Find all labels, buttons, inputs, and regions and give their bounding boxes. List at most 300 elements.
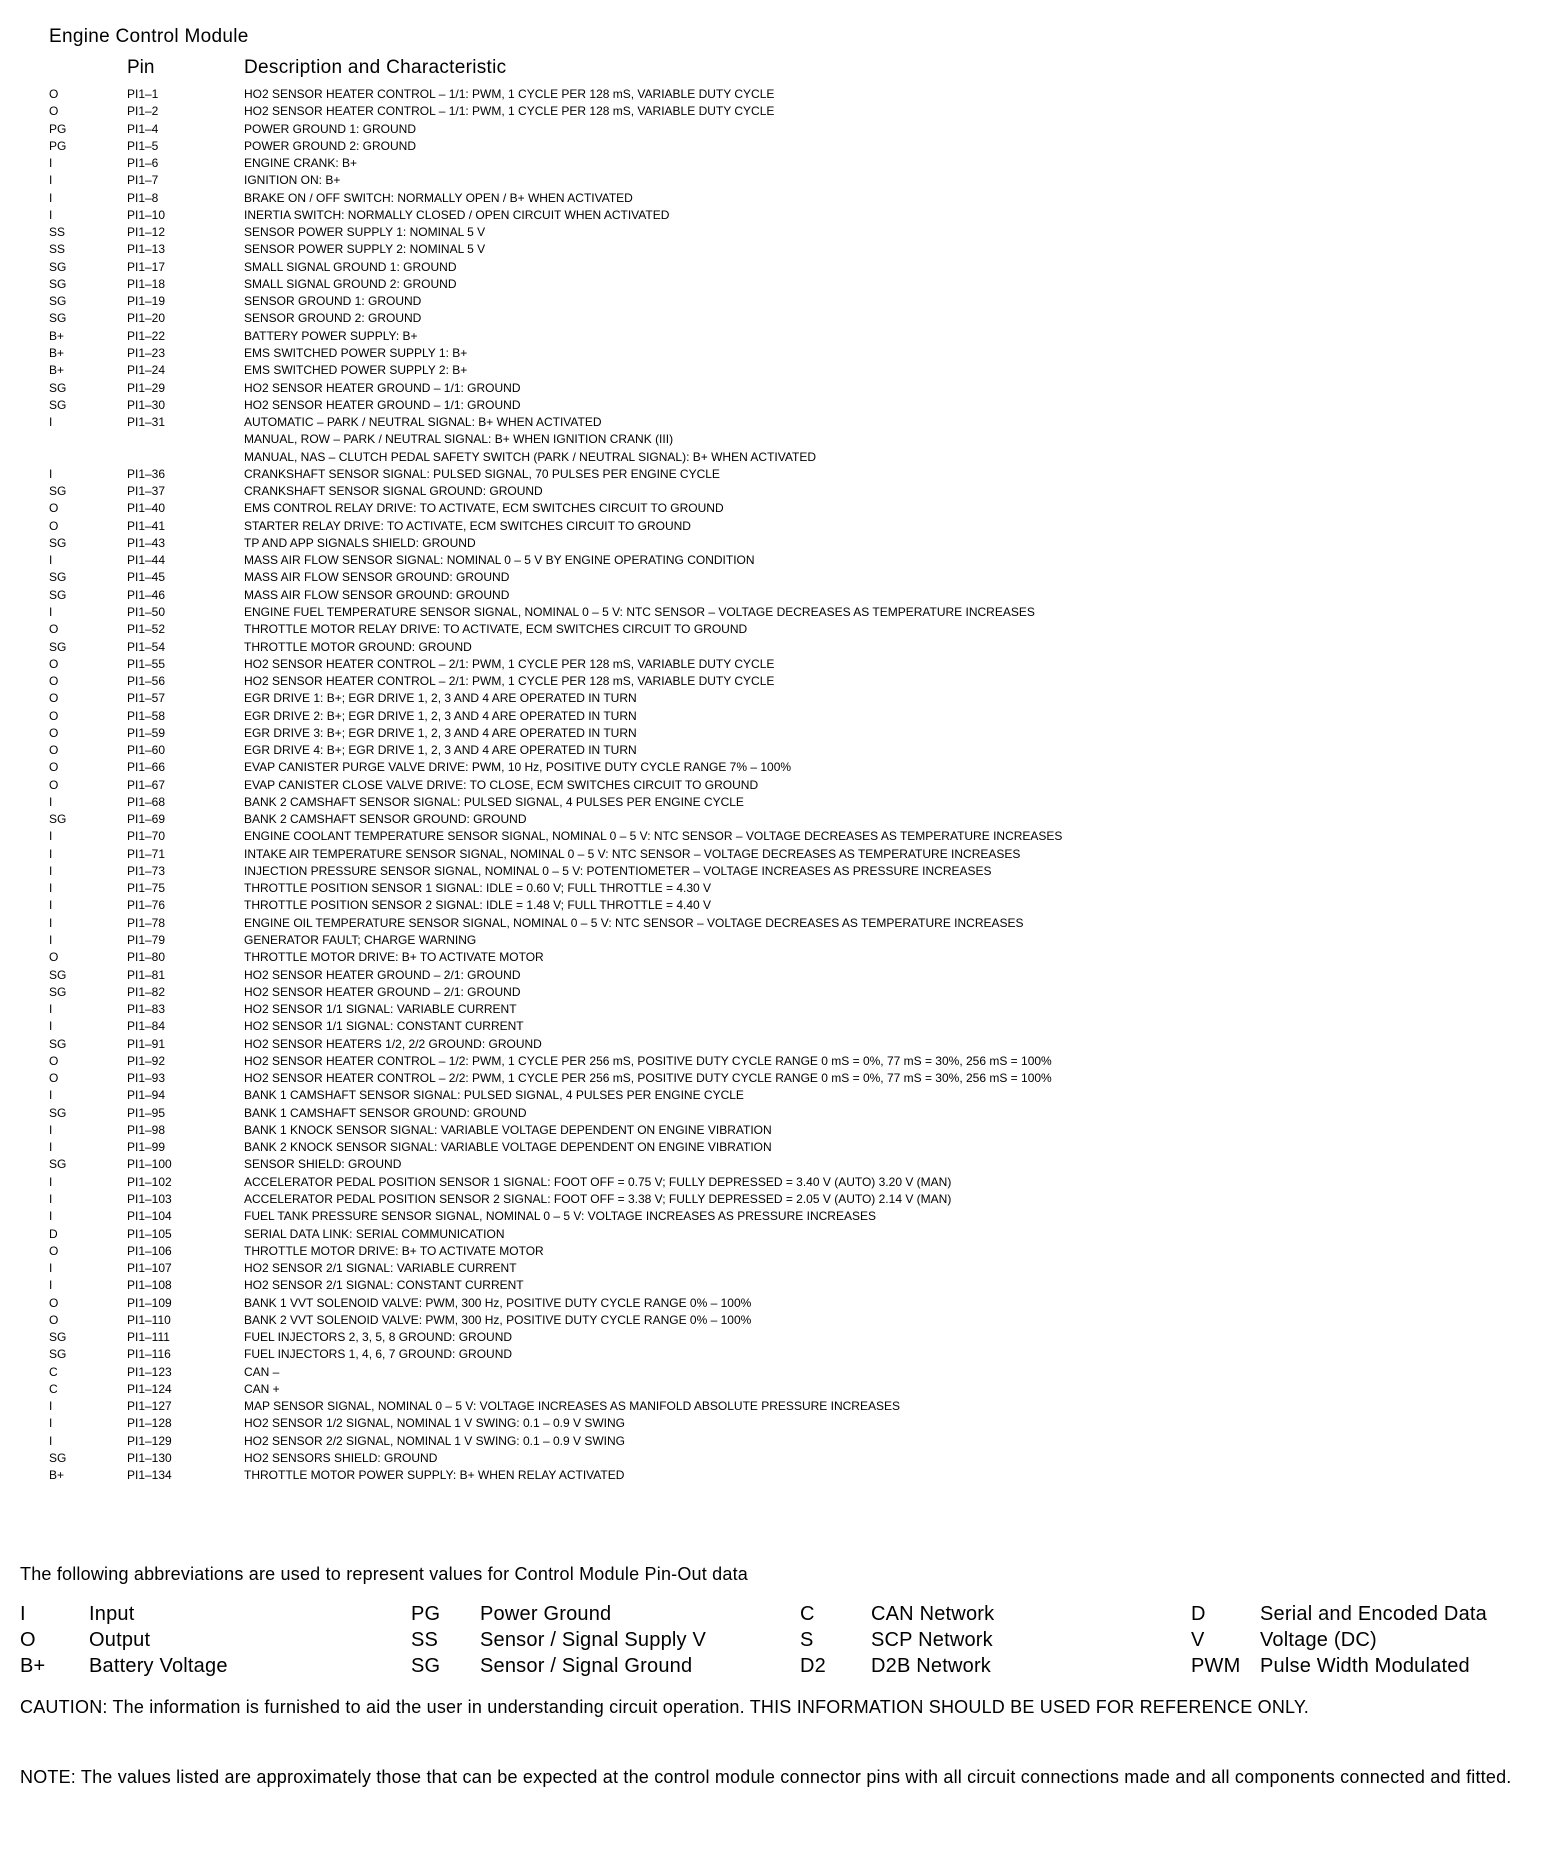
pin-type-cell: SG (49, 380, 67, 395)
pin-type-cell: O (49, 708, 59, 723)
pin-type-cell: O (49, 760, 59, 775)
abbreviation-row (0, 1655, 1568, 1681)
pin-number-cell: PI1–73 (127, 863, 166, 878)
pin-description-cell: HO2 SENSOR HEATER GROUND – 1/1: GROUND (244, 380, 521, 395)
pin-number-cell: PI1–23 (127, 345, 166, 360)
pin-type-cell: SS (49, 225, 66, 240)
abbr-code: D (1191, 1603, 1206, 1625)
pin-type-cell: I (49, 1122, 53, 1137)
abbr-meaning: Battery Voltage (89, 1655, 228, 1677)
pin-number-cell: PI1–12 (127, 225, 166, 240)
pin-type-cell: O (49, 674, 59, 689)
pin-description-cell: HO2 SENSOR HEATER CONTROL – 2/1: PWM, 1 CYCLE PER 128 mS, VARIABLE DUTY CYCLE (244, 656, 775, 671)
pin-type-cell: B+ (49, 1468, 65, 1483)
abbr-code: I (20, 1603, 26, 1625)
pin-description-cell: ACCELERATOR PEDAL POSITION SENSOR 2 SIGNAL: FOOT OFF = 3.38 V; FULLY DEPRESSED = 2.05 V (AUTO) 2.14 V (MAN) (244, 1192, 952, 1206)
table-row (0, 777, 1568, 794)
table-row (0, 828, 1568, 845)
pin-number-cell: PI1–103 (127, 1192, 172, 1206)
pin-number-cell: PI1–128 (127, 1416, 172, 1431)
pin-type-cell: I (49, 553, 53, 568)
pin-number-cell: PI1–99 (127, 1140, 166, 1155)
table-row (0, 276, 1568, 293)
pin-number-cell: PI1–24 (127, 363, 166, 378)
pin-type-cell: O (49, 518, 59, 533)
table-row (0, 949, 1568, 966)
table-row (0, 569, 1568, 586)
abbr-code: PWM (1191, 1655, 1241, 1677)
pin-type-cell: SG (49, 311, 67, 326)
table-row (0, 915, 1568, 932)
pin-number-cell: PI1–110 (127, 1312, 171, 1327)
table-row (0, 1295, 1568, 1312)
pin-type-cell: I (49, 1002, 53, 1017)
table-row (0, 552, 1568, 569)
pin-type-cell: I (49, 898, 53, 913)
pin-type-cell: B+ (49, 345, 65, 360)
pin-number-cell: PI1–6 (127, 156, 159, 171)
pin-type-cell: O (49, 1243, 59, 1258)
table-row (0, 1087, 1568, 1104)
table-row (0, 1277, 1568, 1294)
pin-type-cell: I (49, 156, 53, 171)
table-row (0, 639, 1568, 656)
abbr-meaning: D2B Network (871, 1655, 992, 1677)
table-row (0, 984, 1568, 1001)
pin-description-cell: BRAKE ON / OFF SWITCH: NORMALLY OPEN / B+ WHEN ACTIVATED (244, 190, 633, 205)
pin-number-cell: PI1–7 (127, 173, 159, 188)
table-row (0, 1364, 1568, 1381)
pin-number-cell: PI1–100 (127, 1157, 172, 1172)
table-row (0, 1433, 1568, 1450)
pin-description-cell: THROTTLE MOTOR DRIVE: B+ TO ACTIVATE MOTOR (244, 1243, 544, 1258)
table-row (0, 1105, 1568, 1122)
table-row (0, 172, 1568, 189)
table-row (0, 811, 1568, 828)
pin-number-cell: PI1–60 (127, 743, 166, 758)
pin-description-cell: THROTTLE MOTOR GROUND: GROUND (244, 639, 472, 654)
pin-description-cell: FUEL INJECTORS 1, 4, 6, 7 GROUND: GROUND (244, 1347, 513, 1362)
pin-type-cell: I (49, 1019, 53, 1034)
abbr-meaning: Serial and Encoded Data (1260, 1603, 1487, 1625)
pin-description-cell: SENSOR SHIELD: GROUND (244, 1157, 402, 1172)
pin-description-cell: HO2 SENSORS SHIELD: GROUND (244, 1450, 438, 1465)
pin-description-cell: MASS AIR FLOW SENSOR SIGNAL: NOMINAL 0 – 5 V BY ENGINE OPERATING CONDITION (244, 553, 755, 568)
pin-description-cell: HO2 SENSOR HEATERS 1/2, 2/2 GROUND: GROUND (244, 1036, 542, 1051)
pin-type-cell: I (49, 1399, 53, 1414)
table-row (0, 604, 1568, 621)
pin-number-cell: PI1–43 (127, 535, 166, 550)
table-row (0, 1156, 1568, 1173)
pin-number-cell: PI1–105 (127, 1226, 172, 1241)
pin-type-cell: I (49, 863, 53, 878)
table-row (0, 846, 1568, 863)
table-row (0, 500, 1568, 517)
pin-type-cell: O (49, 1295, 59, 1310)
pin-number-cell: PI1–31 (127, 415, 166, 430)
pin-type-cell: I (49, 881, 53, 896)
pin-description-cell: EMS CONTROL RELAY DRIVE: TO ACTIVATE, ECM SWITCHES CIRCUIT TO GROUND (244, 501, 724, 516)
table-row (0, 1226, 1568, 1243)
pin-description-cell: STARTER RELAY DRIVE: TO ACTIVATE, ECM SWITCHES CIRCUIT TO GROUND (244, 518, 691, 533)
pin-number-cell: PI1–82 (127, 984, 166, 999)
pin-description-cell: CAN + (244, 1381, 280, 1396)
table-row (0, 1208, 1568, 1225)
pin-description-cell: MAP SENSOR SIGNAL, NOMINAL 0 – 5 V: VOLTAGE INCREASES AS MANIFOLD ABSOLUTE PRESSURE INCREASES (244, 1399, 900, 1414)
pin-number-cell: PI1–130 (127, 1450, 172, 1465)
pin-type-cell: I (49, 1174, 53, 1189)
pin-description-cell: THROTTLE MOTOR DRIVE: B+ TO ACTIVATE MOTOR (244, 950, 544, 965)
pin-number-cell: PI1–57 (127, 691, 166, 706)
pin-description-cell: HO2 SENSOR 1/1 SIGNAL: CONSTANT CURRENT (244, 1019, 524, 1034)
pin-type-cell: O (49, 622, 59, 637)
pin-number-cell: PI1–40 (127, 501, 166, 516)
pin-number-cell: PI1–84 (127, 1019, 166, 1034)
pin-number-cell: PI1–20 (127, 311, 166, 326)
pin-description-cell: HO2 SENSOR 2/1 SIGNAL: CONSTANT CURRENT (244, 1278, 524, 1293)
pin-description-cell: ENGINE OIL TEMPERATURE SENSOR SIGNAL, NOMINAL 0 – 5 V: NTC SENSOR – VOLTAGE DECREASES AS TEMPERATURE INCREASES (244, 915, 1024, 930)
pin-description-cell: BANK 2 VVT SOLENOID VALVE: PWM, 300 Hz, POSITIVE DUTY CYCLE RANGE 0% – 100% (244, 1312, 752, 1327)
pin-number-cell: PI1–123 (127, 1364, 172, 1379)
table-row (0, 1036, 1568, 1053)
pin-type-cell: SG (49, 639, 67, 654)
pin-description-cell: MASS AIR FLOW SENSOR GROUND: GROUND (244, 587, 510, 602)
abbr-meaning: Sensor / Signal Supply V (480, 1629, 707, 1651)
abbr-meaning: Input (89, 1603, 135, 1625)
pin-description-cell: HO2 SENSOR HEATER GROUND – 2/1: GROUND (244, 984, 521, 999)
pin-type-cell: O (49, 656, 59, 671)
pin-type-cell: I (49, 1088, 53, 1103)
pin-number-cell: PI1–19 (127, 294, 166, 309)
table-row (0, 121, 1568, 138)
table-row (0, 103, 1568, 120)
table-row (0, 1139, 1568, 1156)
pin-description-cell: FUEL INJECTORS 2, 3, 5, 8 GROUND: GROUND (244, 1330, 513, 1345)
module-title: Engine Control Module (49, 26, 249, 47)
table-row (0, 863, 1568, 880)
pin-description-cell: EMS SWITCHED POWER SUPPLY 2: B+ (244, 363, 468, 378)
pin-description-cell: BANK 2 KNOCK SENSOR SIGNAL: VARIABLE VOLTAGE DEPENDENT ON ENGINE VIBRATION (244, 1140, 772, 1155)
pin-description-cell: HO2 SENSOR HEATER CONTROL – 1/2: PWM, 1 CYCLE PER 256 mS, POSITIVE DUTY CYCLE RANGE 0 mS = 0%, 77 mS = 30%, 256 mS = 100% (244, 1053, 1052, 1068)
pin-type-cell: I (49, 415, 53, 430)
pin-type-cell: SG (49, 535, 67, 550)
pin-description-cell: INTAKE AIR TEMPERATURE SENSOR SIGNAL, NOMINAL 0 – 5 V: NTC SENSOR – VOLTAGE DECREASES AS TEMPERATURE INCREASES (244, 846, 1021, 861)
pin-number-cell: PI1–5 (127, 138, 159, 153)
pin-number-cell: PI1–45 (127, 570, 166, 585)
pin-number-cell: PI1–78 (127, 915, 166, 930)
pin-type-cell: I (49, 1278, 53, 1293)
table-row (0, 1312, 1568, 1329)
pin-type-cell: B+ (49, 363, 65, 378)
pin-number-cell: PI1–134 (127, 1468, 172, 1483)
pin-number-cell: PI1–107 (127, 1261, 172, 1276)
pin-description-cell: BANK 1 KNOCK SENSOR SIGNAL: VARIABLE VOLTAGE DEPENDENT ON ENGINE VIBRATION (244, 1122, 772, 1137)
pin-number-cell: PI1–92 (127, 1053, 166, 1068)
table-row (0, 397, 1568, 414)
pin-description-cell: ENGINE FUEL TEMPERATURE SENSOR SIGNAL, NOMINAL 0 – 5 V: NTC SENSOR – VOLTAGE DECREASES AS TEMPERATURE INCREASES (244, 604, 1035, 619)
table-row (0, 656, 1568, 673)
pin-description-cell: EGR DRIVE 4: B+; EGR DRIVE 1, 2, 3 AND 4 ARE OPERATED IN TURN (244, 743, 637, 758)
pin-type-cell: I (49, 190, 53, 205)
table-row (0, 259, 1568, 276)
pin-type-cell: I (49, 173, 53, 188)
pin-number-cell: PI1–50 (127, 604, 166, 619)
table-row (0, 759, 1568, 776)
table-row (0, 1070, 1568, 1087)
pin-description-cell: SMALL SIGNAL GROUND 1: GROUND (244, 259, 457, 274)
pin-number-cell: PI1–17 (127, 259, 166, 274)
table-row (0, 1122, 1568, 1139)
abbr-meaning: SCP Network (871, 1629, 993, 1651)
table-row (0, 1018, 1568, 1035)
pin-description-cell: INERTIA SWITCH: NORMALLY CLOSED / OPEN CIRCUIT WHEN ACTIVATED (244, 207, 670, 222)
pin-description-cell: AUTOMATIC – PARK / NEUTRAL SIGNAL: B+ WHEN ACTIVATED (244, 415, 602, 430)
pin-type-cell: O (49, 501, 59, 516)
pin-description-cell: HO2 SENSOR HEATER GROUND – 2/1: GROUND (244, 967, 521, 982)
pin-type-cell: SG (49, 484, 67, 499)
pin-number-cell: PI1–18 (127, 276, 166, 291)
pin-number-cell: PI1–41 (127, 518, 166, 533)
table-row (0, 725, 1568, 742)
pin-number-cell: PI1–54 (127, 639, 166, 654)
pin-number-cell: PI1–46 (127, 587, 166, 602)
pin-type-cell: I (49, 829, 53, 844)
pin-number-cell: PI1–127 (127, 1399, 172, 1414)
table-row (0, 431, 1568, 448)
pin-type-cell: SG (49, 397, 67, 412)
pin-type-cell: O (49, 1053, 59, 1068)
abbr-code: S (800, 1629, 814, 1651)
pin-number-cell: PI1–66 (127, 760, 166, 775)
pin-description-cell: CRANKSHAFT SENSOR SIGNAL: PULSED SIGNAL, 70 PULSES PER ENGINE CYCLE (244, 466, 720, 481)
pin-type-cell: C (49, 1381, 58, 1396)
abbreviation-row (0, 1629, 1568, 1655)
abbr-code: O (20, 1629, 36, 1651)
table-row (0, 967, 1568, 984)
pin-number-cell: PI1–106 (127, 1243, 172, 1258)
note-text: NOTE: The values listed are approximately those that can be expected at the control module connector pins with all circuit connections made and all components connected and fitted. (20, 1767, 1512, 1787)
pin-number-cell: PI1–95 (127, 1105, 166, 1120)
pin-number-cell: PI1–70 (127, 829, 166, 844)
pin-description-cell: BANK 2 CAMSHAFT SENSOR SIGNAL: PULSED SIGNAL, 4 PULSES PER ENGINE CYCLE (244, 794, 744, 809)
pin-type-cell: SG (49, 570, 67, 585)
table-row (0, 207, 1568, 224)
pin-type-cell: I (49, 794, 53, 809)
description-column-header: Description and Characteristic (244, 57, 507, 78)
pin-type-cell: O (49, 691, 59, 706)
table-row (0, 518, 1568, 535)
abbr-code: D2 (800, 1655, 826, 1677)
table-row (0, 466, 1568, 483)
table-row (0, 155, 1568, 172)
pin-type-cell: O (49, 1071, 59, 1086)
table-row (0, 380, 1568, 397)
pin-type-cell: SG (49, 587, 67, 602)
table-row (0, 673, 1568, 690)
pin-type-cell: SG (49, 259, 67, 274)
pin-description-cell: THROTTLE POSITION SENSOR 2 SIGNAL: IDLE = 1.48 V; FULL THROTTLE = 4.40 V (244, 898, 712, 913)
pin-column-header: Pin (127, 57, 155, 78)
pin-type-cell: I (49, 1416, 53, 1431)
abbr-meaning: Power Ground (480, 1603, 612, 1625)
pin-description-cell: HO2 SENSOR 1/1 SIGNAL: VARIABLE CURRENT (244, 1002, 517, 1017)
table-row (0, 1450, 1568, 1467)
pin-description-cell: THROTTLE MOTOR POWER SUPPLY: B+ WHEN RELAY ACTIVATED (244, 1468, 625, 1483)
pin-table (0, 86, 1568, 1485)
table-row (0, 86, 1568, 103)
table-row (0, 483, 1568, 500)
pin-description-cell: EVAP CANISTER CLOSE VALVE DRIVE: TO CLOSE, ECM SWITCHES CIRCUIT TO GROUND (244, 777, 759, 792)
table-row (0, 449, 1568, 466)
table-row (0, 414, 1568, 431)
pin-type-cell: I (49, 1140, 53, 1155)
pin-number-cell: PI1–13 (127, 242, 166, 257)
table-row (0, 742, 1568, 759)
pin-type-cell: O (49, 104, 59, 119)
pin-description-cell: CAN – (244, 1364, 280, 1379)
table-row (0, 1174, 1568, 1191)
pin-number-cell: PI1–55 (127, 656, 166, 671)
pin-description-cell: EGR DRIVE 3: B+; EGR DRIVE 1, 2, 3 AND 4 ARE OPERATED IN TURN (244, 725, 637, 740)
pin-description-cell: TP AND APP SIGNALS SHIELD: GROUND (244, 535, 476, 550)
abbr-code: V (1191, 1629, 1205, 1651)
abbr-code: B+ (20, 1655, 46, 1677)
pin-type-cell: O (49, 725, 59, 740)
table-row (0, 1329, 1568, 1346)
pin-description-cell: HO2 SENSOR HEATER CONTROL – 1/1: PWM, 1 CYCLE PER 128 mS, VARIABLE DUTY CYCLE (244, 87, 775, 101)
table-row (0, 224, 1568, 241)
abbr-code: PG (411, 1603, 441, 1625)
pin-description-cell: BANK 1 CAMSHAFT SENSOR GROUND: GROUND (244, 1105, 527, 1120)
pin-description-cell: MANUAL, ROW – PARK / NEUTRAL SIGNAL: B+ WHEN IGNITION CRANK (III) (244, 432, 674, 447)
pin-number-cell: PI1–81 (127, 967, 166, 982)
table-row (0, 1415, 1568, 1432)
pin-description-cell: ENGINE CRANK: B+ (244, 156, 358, 171)
pin-number-cell: PI1–98 (127, 1122, 166, 1137)
pin-type-cell: SG (49, 1347, 67, 1362)
table-row (0, 362, 1568, 379)
pin-number-cell: PI1–22 (127, 328, 166, 343)
pin-number-cell: PI1–1 (127, 87, 159, 101)
pin-type-cell: O (49, 950, 59, 965)
pin-description-cell: CRANKSHAFT SENSOR SIGNAL GROUND: GROUND (244, 484, 543, 499)
table-row (0, 1191, 1568, 1208)
pin-description-cell: HO2 SENSOR 2/2 SIGNAL, NOMINAL 1 V SWING: 0.1 – 0.9 V SWING (244, 1433, 625, 1448)
pin-type-cell: O (49, 1312, 59, 1327)
pin-number-cell: PI1–10 (127, 207, 166, 222)
abbr-meaning: Sensor / Signal Ground (480, 1655, 693, 1677)
pin-number-cell: PI1–52 (127, 622, 166, 637)
table-row (0, 932, 1568, 949)
table-row (0, 1243, 1568, 1260)
table-row (0, 310, 1568, 327)
table-row (0, 138, 1568, 155)
pin-description-cell: SENSOR GROUND 2: GROUND (244, 311, 422, 326)
pin-type-cell: I (49, 1261, 53, 1276)
table-row (0, 794, 1568, 811)
pin-type-cell: I (49, 1433, 53, 1448)
pin-type-cell: B+ (49, 328, 65, 343)
pin-description-cell: THROTTLE MOTOR RELAY DRIVE: TO ACTIVATE, ECM SWITCHES CIRCUIT TO GROUND (244, 622, 748, 637)
pin-type-cell: SS (49, 242, 66, 257)
pin-type-cell: SG (49, 1105, 67, 1120)
pin-description-cell: SMALL SIGNAL GROUND 2: GROUND (244, 276, 457, 291)
table-row (0, 1398, 1568, 1415)
table-row (0, 1053, 1568, 1070)
pin-number-cell: PI1–93 (127, 1071, 166, 1086)
abbr-meaning: Voltage (DC) (1260, 1629, 1377, 1651)
pin-description-cell: HO2 SENSOR HEATER CONTROL – 2/1: PWM, 1 CYCLE PER 128 mS, VARIABLE DUTY CYCLE (244, 674, 775, 689)
abbr-code: SS (411, 1629, 439, 1651)
pin-number-cell: PI1–29 (127, 380, 166, 395)
pin-type-cell: I (49, 846, 53, 861)
pin-number-cell: PI1–30 (127, 397, 166, 412)
table-row (0, 1381, 1568, 1398)
pin-type-cell: C (49, 1364, 58, 1379)
pin-description-cell: MASS AIR FLOW SENSOR GROUND: GROUND (244, 570, 510, 585)
abbr-meaning: Output (89, 1629, 151, 1651)
pin-number-cell: PI1–108 (127, 1278, 172, 1293)
pin-number-cell: PI1–76 (127, 898, 166, 913)
pin-description-cell: FUEL TANK PRESSURE SENSOR SIGNAL, NOMINAL 0 – 5 V: VOLTAGE INCREASES AS PRESSURE INCREASES (244, 1209, 876, 1224)
pin-number-cell: PI1–91 (127, 1036, 166, 1051)
pin-description-cell: SENSOR POWER SUPPLY 2: NOMINAL 5 V (244, 242, 486, 257)
abbreviation-row (0, 1603, 1568, 1629)
pin-number-cell: PI1–129 (127, 1433, 172, 1448)
pin-type-cell: SG (49, 967, 67, 982)
pin-type-cell: O (49, 777, 59, 792)
pin-number-cell: PI1–36 (127, 466, 166, 481)
pin-number-cell: PI1–2 (127, 104, 159, 119)
pin-description-cell: BANK 1 VVT SOLENOID VALVE: PWM, 300 Hz, POSITIVE DUTY CYCLE RANGE 0% – 100% (244, 1295, 752, 1310)
pin-number-cell: PI1–116 (127, 1347, 171, 1362)
table-row (0, 897, 1568, 914)
pin-description-cell: POWER GROUND 1: GROUND (244, 121, 417, 136)
pin-description-cell: POWER GROUND 2: GROUND (244, 138, 417, 153)
pin-description-cell: EVAP CANISTER PURGE VALVE DRIVE: PWM, 10 Hz, POSITIVE DUTY CYCLE RANGE 7% – 100% (244, 760, 792, 775)
table-row (0, 1260, 1568, 1277)
pin-type-cell: SG (49, 276, 67, 291)
table-row (0, 345, 1568, 362)
pin-number-cell: PI1–58 (127, 708, 166, 723)
pin-number-cell: PI1–69 (127, 812, 166, 827)
pin-description-cell: BATTERY POWER SUPPLY: B+ (244, 328, 418, 343)
pin-number-cell: PI1–109 (127, 1295, 172, 1310)
pin-type-cell: I (49, 915, 53, 930)
table-row (0, 690, 1568, 707)
pin-number-cell: PI1–68 (127, 794, 166, 809)
pin-type-cell: SG (49, 1157, 67, 1172)
pin-type-cell: PG (49, 138, 67, 153)
pin-description-cell: SENSOR GROUND 1: GROUND (244, 294, 422, 309)
pin-description-cell: IGNITION ON: B+ (244, 173, 341, 188)
pin-number-cell: PI1–124 (127, 1381, 172, 1396)
pin-description-cell: EGR DRIVE 2: B+; EGR DRIVE 1, 2, 3 AND 4 ARE OPERATED IN TURN (244, 708, 637, 723)
pin-number-cell: PI1–56 (127, 674, 166, 689)
table-row (0, 587, 1568, 604)
pin-description-cell: THROTTLE POSITION SENSOR 1 SIGNAL: IDLE = 0.60 V; FULL THROTTLE = 4.30 V (244, 881, 712, 896)
pin-description-cell: SERIAL DATA LINK: SERIAL COMMUNICATION (244, 1226, 505, 1241)
pin-number-cell: PI1–102 (127, 1174, 172, 1189)
pin-type-cell: I (49, 1209, 53, 1224)
table-row (0, 293, 1568, 310)
pin-type-cell: I (49, 604, 53, 619)
table-row (0, 535, 1568, 552)
pin-description-cell: EGR DRIVE 1: B+; EGR DRIVE 1, 2, 3 AND 4 ARE OPERATED IN TURN (244, 691, 637, 706)
table-row (0, 190, 1568, 207)
pin-number-cell: PI1–71 (127, 846, 166, 861)
pin-type-cell: I (49, 933, 53, 948)
